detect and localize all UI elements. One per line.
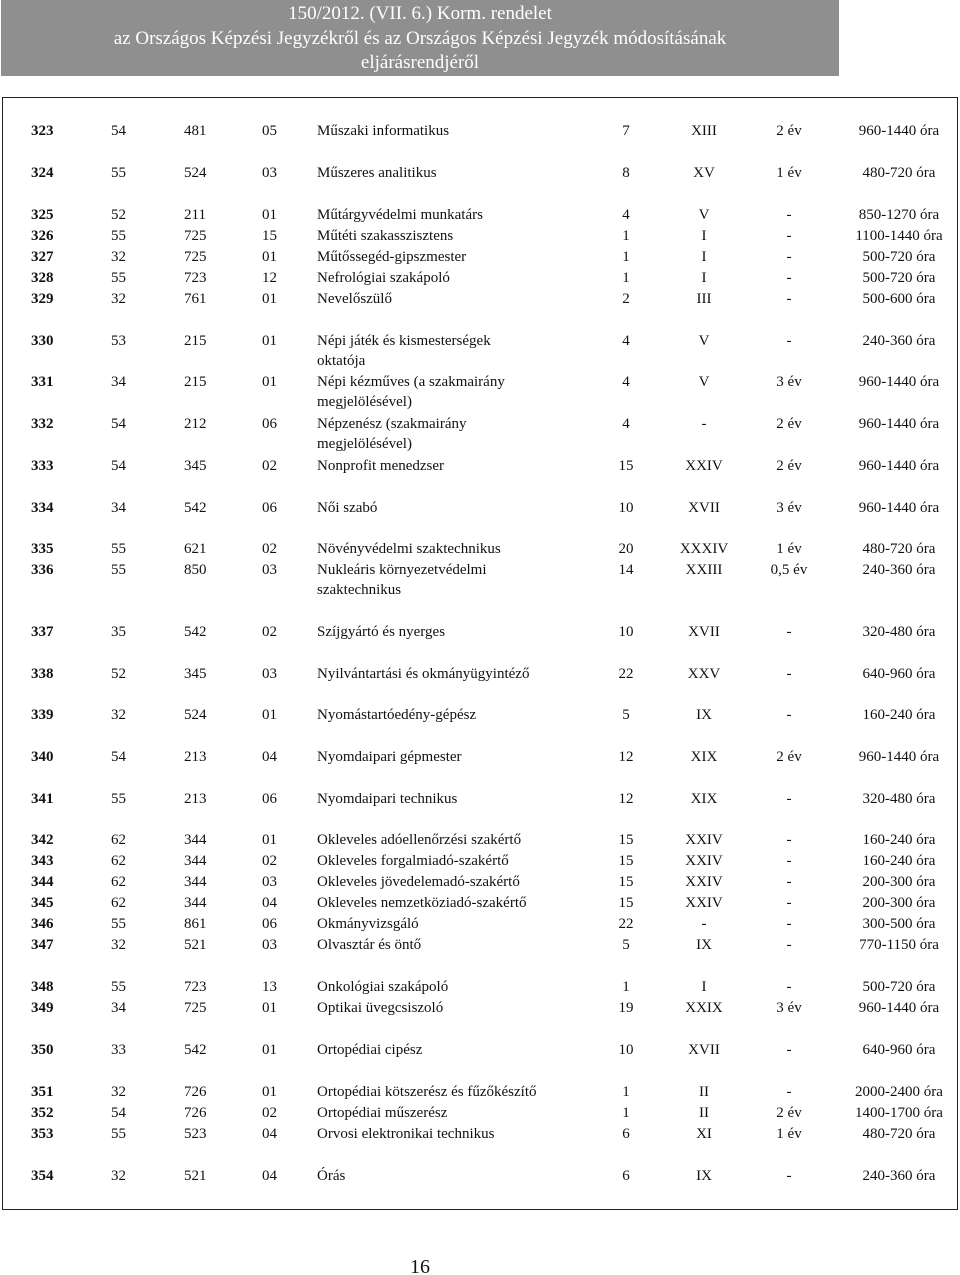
duration: -: [786, 333, 792, 349]
roman-numeral: V: [698, 374, 710, 390]
code-part-1: 62: [111, 853, 126, 869]
level-value: 4: [622, 374, 630, 390]
qualification-name-continued: szaktechnikus: [317, 582, 402, 598]
code-part-2: 521: [184, 1168, 207, 1184]
level-value: 5: [622, 937, 630, 953]
code-part-2: 215: [184, 333, 207, 349]
row-number: 328: [31, 270, 54, 286]
duration: -: [786, 207, 792, 223]
hours-range: 480-720 óra: [862, 541, 936, 557]
code-part-2: 215: [184, 374, 207, 390]
qualification-name: Műszaki informatikus: [317, 123, 450, 139]
roman-numeral: I: [701, 270, 707, 286]
duration: 3 év: [776, 374, 802, 390]
qualification-name: Nefrológiai szakápoló: [317, 270, 450, 286]
code-part-1: 32: [111, 1084, 126, 1100]
level-value: 10: [618, 624, 634, 640]
hours-range: 960-1440 óra: [858, 416, 940, 432]
qualification-name: Ortopédiai kötszerész és fűzőkészítő: [317, 1084, 537, 1100]
duration: -: [786, 832, 792, 848]
code-part-3: 01: [262, 333, 277, 349]
duration: -: [786, 874, 792, 890]
qualification-name: Olvasztár és öntő: [317, 937, 422, 953]
row-number: 331: [31, 374, 54, 390]
level-value: 7: [622, 123, 630, 139]
duration: -: [786, 624, 792, 640]
code-part-2: 524: [184, 707, 207, 723]
code-part-2: 726: [184, 1105, 207, 1121]
qualification-name: Nonprofit menedzser: [317, 458, 445, 474]
code-part-3: 01: [262, 1000, 277, 1016]
level-value: 19: [618, 1000, 634, 1016]
code-part-3: 02: [262, 458, 277, 474]
code-part-2: 213: [184, 749, 207, 765]
qualification-name-continued: megjelölésével): [317, 394, 412, 410]
roman-numeral: XI: [696, 1126, 712, 1142]
code-part-3: 04: [262, 1126, 277, 1142]
code-part-1: 54: [111, 416, 126, 432]
code-part-1: 54: [111, 1105, 126, 1121]
row-number: 339: [31, 707, 54, 723]
roman-numeral: XIX: [690, 749, 718, 765]
code-part-3: 04: [262, 1168, 277, 1184]
code-part-1: 62: [111, 895, 126, 911]
code-part-2: 725: [184, 228, 207, 244]
code-part-1: 54: [111, 458, 126, 474]
roman-numeral: XVII: [688, 500, 720, 516]
qualification-name: Műtárgyvédelmi munkatárs: [317, 207, 483, 223]
code-part-2: 542: [184, 500, 207, 516]
hours-range: 320-480 óra: [862, 791, 936, 807]
roman-numeral: XIX: [690, 791, 718, 807]
code-part-2: 723: [184, 270, 207, 286]
code-part-2: 725: [184, 1000, 207, 1016]
row-number: 333: [31, 458, 54, 474]
code-part-1: 55: [111, 979, 126, 995]
level-value: 4: [622, 416, 630, 432]
code-part-3: 15: [262, 228, 277, 244]
code-part-1: 32: [111, 249, 126, 265]
qualification-name: Szíjgyártó és nyerges: [317, 624, 446, 640]
hours-range: 1100-1440 óra: [855, 228, 943, 244]
code-part-1: 53: [111, 333, 126, 349]
qualification-name: Nyilvántartási és okmányügyintéző: [317, 666, 530, 682]
code-part-1: 55: [111, 916, 126, 932]
hours-range: 320-480 óra: [862, 624, 936, 640]
roman-numeral: XXIII: [685, 562, 723, 578]
duration: 3 év: [776, 1000, 802, 1016]
duration: -: [786, 853, 792, 869]
hours-range: 240-360 óra: [862, 562, 936, 578]
code-part-1: 32: [111, 1168, 126, 1184]
hours-range: 200-300 óra: [862, 895, 936, 911]
code-part-2: 850: [184, 562, 207, 578]
roman-numeral: XXIV: [685, 895, 723, 911]
row-number: 336: [31, 562, 54, 578]
code-part-1: 55: [111, 1126, 126, 1142]
roman-numeral: XXIV: [685, 853, 723, 869]
code-part-3: 06: [262, 916, 277, 932]
duration: 2 év: [776, 1105, 802, 1121]
code-part-1: 34: [111, 500, 126, 516]
code-part-2: 213: [184, 791, 207, 807]
hours-range: 200-300 óra: [862, 874, 936, 890]
code-part-1: 52: [111, 207, 126, 223]
qualification-name: Nukleáris környezetvédelmi: [317, 562, 487, 578]
code-part-3: 01: [262, 207, 277, 223]
duration: -: [786, 270, 792, 286]
hours-range: 960-1440 óra: [858, 123, 940, 139]
level-value: 15: [618, 874, 634, 890]
code-part-1: 55: [111, 270, 126, 286]
row-number: 323: [31, 123, 54, 139]
page-number: 16: [410, 1256, 430, 1275]
hours-range: 500-720 óra: [862, 270, 936, 286]
hours-range: 960-1440 óra: [858, 749, 940, 765]
roman-numeral: IX: [696, 1168, 712, 1184]
roman-numeral: I: [701, 249, 707, 265]
hours-range: 960-1440 óra: [858, 1000, 940, 1016]
level-value: 15: [618, 832, 634, 848]
hours-range: 640-960 óra: [862, 666, 936, 682]
hours-range: 500-720 óra: [862, 249, 936, 265]
duration: 3 év: [776, 500, 802, 516]
qualification-name: Műtőssegéd-gipszmester: [317, 249, 467, 265]
code-part-3: 01: [262, 1084, 277, 1100]
code-part-2: 761: [184, 291, 207, 307]
qualification-name: Nevelőszülő: [317, 291, 392, 307]
roman-numeral: XXXIV: [679, 541, 729, 557]
code-part-3: 13: [262, 979, 277, 995]
qualification-name: Okleveles jövedelemadó-szakértő: [317, 874, 520, 890]
hours-range: 160-240 óra: [862, 853, 936, 869]
roman-numeral: XVII: [688, 1042, 720, 1058]
hours-range: 960-1440 óra: [858, 500, 940, 516]
qualification-name: Nyomdaipari gépmester: [317, 749, 462, 765]
roman-numeral: V: [698, 207, 710, 223]
level-value: 4: [622, 207, 630, 223]
roman-numeral: XXV: [687, 666, 721, 682]
code-part-3: 06: [262, 791, 277, 807]
qualification-name: Okmányvizsgáló: [317, 916, 419, 932]
qualification-name: Okleveles nemzetköziadó-szakértő: [317, 895, 527, 911]
qualification-name: Onkológiai szakápoló: [317, 979, 449, 995]
duration: -: [786, 916, 792, 932]
code-part-3: 04: [262, 749, 277, 765]
code-part-3: 03: [262, 562, 277, 578]
row-number: 343: [31, 853, 54, 869]
row-number: 350: [31, 1042, 54, 1058]
roman-numeral: IX: [696, 937, 712, 953]
code-part-1: 54: [111, 123, 126, 139]
qualification-name: Orvosi elektronikai technikus: [317, 1126, 495, 1142]
qualification-name: Népi kézműves (a szakmairány: [317, 374, 505, 390]
duration: 0,5 év: [770, 562, 808, 578]
code-part-2: 542: [184, 624, 207, 640]
row-number: 341: [31, 791, 54, 807]
level-value: 15: [618, 458, 634, 474]
row-number: 340: [31, 749, 54, 765]
code-part-2: 725: [184, 249, 207, 265]
hours-range: 2000-2400 óra: [855, 1084, 943, 1100]
code-part-2: 521: [184, 937, 207, 953]
level-value: 12: [618, 749, 634, 765]
row-number: 338: [31, 666, 54, 682]
duration: 2 év: [776, 458, 802, 474]
qualification-name: Női szabó: [317, 500, 378, 516]
roman-numeral: XXIV: [685, 458, 723, 474]
roman-numeral: XV: [693, 165, 715, 181]
roman-numeral: II: [699, 1084, 709, 1100]
code-part-2: 344: [184, 874, 207, 890]
row-number: 337: [31, 624, 54, 640]
qualification-name: Nyomástartóedény-gépész: [317, 707, 477, 723]
code-part-1: 52: [111, 666, 126, 682]
row-number: 329: [31, 291, 54, 307]
roman-numeral: XXIV: [685, 832, 723, 848]
code-part-3: 03: [262, 937, 277, 953]
roman-numeral: V: [698, 333, 710, 349]
level-value: 1: [622, 249, 630, 265]
row-number: 334: [31, 500, 54, 516]
qualification-name: Okleveles forgalmiadó-szakértő: [317, 853, 509, 869]
code-part-3: 05: [262, 123, 277, 139]
duration: -: [786, 291, 792, 307]
code-part-2: 621: [184, 541, 207, 557]
level-value: 1: [622, 228, 630, 244]
code-part-1: 55: [111, 562, 126, 578]
level-value: 8: [622, 165, 630, 181]
row-number: 353: [31, 1126, 54, 1142]
duration: -: [786, 1084, 792, 1100]
row-number: 325: [31, 207, 54, 223]
row-number: 332: [31, 416, 54, 432]
hours-range: 770-1150 óra: [859, 937, 939, 953]
row-number: 342: [31, 832, 54, 848]
hours-range: 500-600 óra: [862, 291, 936, 307]
duration: -: [786, 791, 792, 807]
roman-numeral: I: [701, 979, 707, 995]
duration: -: [786, 1042, 792, 1058]
code-part-1: 62: [111, 874, 126, 890]
hours-range: 240-360 óra: [862, 333, 936, 349]
duration: -: [786, 666, 792, 682]
code-part-3: 01: [262, 832, 277, 848]
qualification-name: Növényvédelmi szaktechnikus: [317, 541, 501, 557]
level-value: 1: [622, 1084, 630, 1100]
code-part-3: 02: [262, 541, 277, 557]
hours-range: 640-960 óra: [862, 1042, 936, 1058]
level-value: 4: [622, 333, 630, 349]
roman-numeral: III: [696, 291, 712, 307]
code-part-2: 344: [184, 853, 207, 869]
code-part-3: 06: [262, 416, 277, 432]
code-part-3: 01: [262, 291, 277, 307]
duration: -: [786, 895, 792, 911]
roman-numeral: XXIX: [685, 1000, 723, 1016]
level-value: 14: [618, 562, 634, 578]
roman-numeral: IX: [696, 707, 712, 723]
code-part-1: 55: [111, 791, 126, 807]
code-part-3: 01: [262, 1042, 277, 1058]
qualification-name: Nyomdaipari technikus: [317, 791, 458, 807]
code-part-2: 345: [184, 458, 207, 474]
roman-numeral: I: [701, 228, 707, 244]
level-value: 20: [618, 541, 634, 557]
duration: -: [786, 1168, 792, 1184]
code-part-1: 54: [111, 749, 126, 765]
code-part-2: 861: [184, 916, 207, 932]
duration: -: [786, 707, 792, 723]
level-value: 1: [622, 979, 630, 995]
code-part-3: 03: [262, 666, 277, 682]
duration: -: [786, 228, 792, 244]
header-line-1: 150/2012. (VII. 6.) Korm. rendelet: [288, 3, 552, 24]
qualification-name: Népi játék és kismesterségek: [317, 333, 491, 349]
qualification-name: Műszeres analitikus: [317, 165, 437, 181]
document-header: [1, 0, 839, 76]
row-number: 335: [31, 541, 54, 557]
row-number: 346: [31, 916, 54, 932]
qualification-name: Népzenész (szakmairány: [317, 416, 467, 432]
code-part-2: 723: [184, 979, 207, 995]
qualification-name: Órás: [317, 1168, 346, 1184]
hours-range: 480-720 óra: [862, 1126, 936, 1142]
qualification-name: Műtéti szakasszisztens: [317, 228, 454, 244]
code-part-3: 01: [262, 249, 277, 265]
code-part-1: 35: [111, 624, 126, 640]
duration: 1 év: [776, 541, 802, 557]
code-part-3: 06: [262, 500, 277, 516]
roman-numeral: -: [701, 416, 707, 432]
row-number: 326: [31, 228, 54, 244]
level-value: 2: [622, 291, 630, 307]
row-number: 327: [31, 249, 54, 265]
row-number: 345: [31, 895, 54, 911]
duration: -: [786, 937, 792, 953]
duration: 1 év: [776, 1126, 802, 1142]
code-part-3: 02: [262, 624, 277, 640]
code-part-2: 344: [184, 895, 207, 911]
code-part-1: 55: [111, 165, 126, 181]
level-value: 1: [622, 1105, 630, 1121]
code-part-3: 03: [262, 165, 277, 181]
duration: 2 év: [776, 416, 802, 432]
code-part-3: 03: [262, 874, 277, 890]
code-part-2: 481: [184, 123, 207, 139]
qualification-name: Okleveles adóellenőrzési szakértő: [317, 832, 522, 848]
level-value: 15: [618, 895, 634, 911]
row-number: 344: [31, 874, 54, 890]
duration: 2 év: [776, 749, 802, 765]
header-line-2: az Országos Képzési Jegyzékről és az Országos Képzési Jegyzék módosításának: [113, 27, 727, 49]
level-value: 10: [618, 1042, 634, 1058]
hours-range: 480-720 óra: [862, 165, 936, 181]
duration: 1 év: [776, 165, 802, 181]
roman-numeral: XXIV: [685, 874, 723, 890]
row-number: 347: [31, 937, 54, 953]
roman-numeral: II: [699, 1105, 709, 1121]
qualification-table: [2, 97, 958, 1210]
code-part-1: 33: [111, 1042, 126, 1058]
code-part-3: 02: [262, 853, 277, 869]
row-number: 348: [31, 979, 54, 995]
qualification-name-continued: oktatója: [317, 353, 366, 369]
hours-range: 300-500 óra: [862, 916, 936, 932]
code-part-1: 32: [111, 291, 126, 307]
row-number: 330: [31, 333, 54, 349]
hours-range: 960-1440 óra: [858, 458, 940, 474]
hours-range: 850-1270 óra: [858, 207, 940, 223]
roman-numeral: XVII: [688, 624, 720, 640]
header-line-3: eljárásrendjéről: [360, 52, 480, 73]
code-part-1: 32: [111, 707, 126, 723]
level-value: 22: [618, 916, 634, 932]
duration: -: [786, 979, 792, 995]
level-value: 12: [618, 791, 634, 807]
level-value: 1: [622, 270, 630, 286]
duration: 2 év: [776, 123, 802, 139]
code-part-1: 34: [111, 374, 126, 390]
code-part-1: 55: [111, 228, 126, 244]
code-part-1: 55: [111, 541, 126, 557]
code-part-2: 523: [184, 1126, 207, 1142]
level-value: 10: [618, 500, 634, 516]
hours-range: 160-240 óra: [862, 707, 936, 723]
level-value: 5: [622, 707, 630, 723]
qualification-name: Ortopédiai cipész: [317, 1042, 423, 1058]
code-part-1: 34: [111, 1000, 126, 1016]
code-part-2: 726: [184, 1084, 207, 1100]
hours-range: 1400-1700 óra: [855, 1105, 943, 1121]
row-number: 354: [31, 1168, 54, 1184]
duration: -: [786, 249, 792, 265]
qualification-name: Optikai üvegcsiszoló: [317, 1000, 444, 1016]
roman-numeral: XIII: [691, 123, 717, 139]
hours-range: 960-1440 óra: [858, 374, 940, 390]
code-part-3: 02: [262, 1105, 277, 1121]
row-number: 324: [31, 165, 54, 181]
code-part-3: 01: [262, 374, 277, 390]
code-part-2: 524: [184, 165, 207, 181]
code-part-2: 211: [184, 207, 206, 223]
hours-range: 240-360 óra: [862, 1168, 936, 1184]
code-part-1: 62: [111, 832, 126, 848]
code-part-2: 344: [184, 832, 207, 848]
hours-range: 160-240 óra: [862, 832, 936, 848]
level-value: 15: [618, 853, 634, 869]
code-part-2: 212: [184, 416, 207, 432]
code-part-1: 32: [111, 937, 126, 953]
code-part-2: 345: [184, 666, 207, 682]
level-value: 6: [622, 1126, 630, 1142]
code-part-2: 542: [184, 1042, 207, 1058]
roman-numeral: -: [701, 916, 707, 932]
level-value: 6: [622, 1168, 630, 1184]
code-part-3: 04: [262, 895, 277, 911]
code-part-3: 01: [262, 707, 277, 723]
code-part-3: 12: [262, 270, 277, 286]
row-number: 352: [31, 1105, 54, 1121]
qualification-name-continued: megjelölésével): [317, 436, 412, 452]
level-value: 22: [618, 666, 634, 682]
row-number: 351: [31, 1084, 54, 1100]
row-number: 349: [31, 1000, 54, 1016]
qualification-name: Ortopédiai műszerész: [317, 1105, 448, 1121]
hours-range: 500-720 óra: [862, 979, 936, 995]
